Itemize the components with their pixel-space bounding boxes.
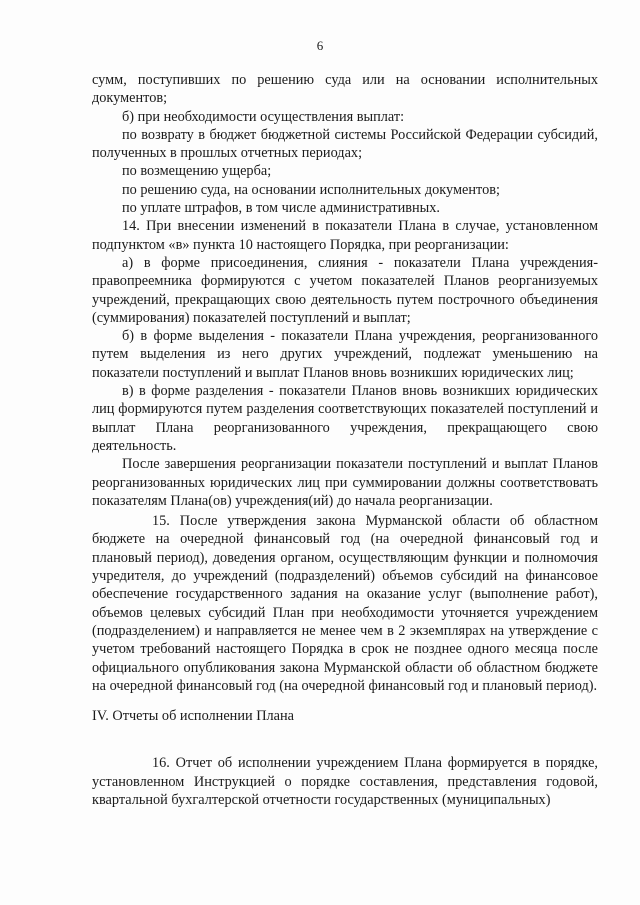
paragraph-14c-division: в) в форме разделения - показатели Планов вновь возникших юридических лиц формируются путем разделения соответствующих показателей поступлений и выплат Плана реорганизованного учреждения, прекращающего свою деятельность. xyxy=(92,383,598,454)
paragraph-sum-continuation: сумм, поступивших по решению суда или на основании исполнительных документов; xyxy=(92,72,598,107)
paragraph-15-budget-law: 15. После утверждения закона Мурманской области об областном бюджете на очередной финансовый год (на очередной финансовый год и плановый период), доведения органом, осуществляющим функции и полномочия учредителя, до учреждений (подразделений) объемов субсидий на финансовое обеспечение государственного задания на оказание услуг (выполнение работ), объемов целевых субсидий План при необходимости уточняется учреждением (подразделением) и направляется не менее чем в 2 экземплярах на утверждение с учетом требований настоящего Порядка в срок не позднее одного месяца после официального опубликования закона Мурманской области об областном бюджете на очередной финансовый год (на очередной финансовый год и плановый период). xyxy=(92,513,598,694)
section-heading: IV. Отчеты об исполнении Плана xyxy=(92,708,294,725)
paragraph-refund-subsidies: по возврату в бюджет бюджетной системы Российской Федерации субсидий, полученных в прошлых отчетных периодах; xyxy=(92,126,598,162)
paragraph-14b-separation: б) в форме выделения - показатели Плана учреждения, реорганизованного путем выделения из него других учреждений, подлежат уменьшению на показатели поступлений и выплат Планов вновь возникших юридических лиц; xyxy=(92,328,598,381)
document-body xyxy=(92,71,598,809)
paragraph-damage-compensation: по возмещению ущерба; xyxy=(122,163,272,180)
paragraph-14a-merger: а) в форме присоединения, слияния - показатели Плана учреждения-правопреемника формируются с учетом показателей Планов реорганизуемых учреждений, прекращающих свою деятельность путем построчного объединения (суммирования) показателей поступлений и выплат; xyxy=(92,254,598,326)
paragraph-after-reorganization: После завершения реорганизации показатели поступлений и выплат Планов реорганизованных юридических лиц при суммировании должны соответствовать показателям Плана(ов) учреждения(ий) до начала реорганизации. xyxy=(92,456,598,509)
page-number: 6 xyxy=(316,38,324,53)
paragraph-fines: по уплате штрафов, в том числе административных. xyxy=(122,200,440,217)
paragraph-14-reorganization: 14. При внесении изменений в показатели Плана в случае, установленном подпунктом «в» пункта 10 настоящего Порядка, при реорганизации: xyxy=(92,218,598,253)
paragraph-court-decision: по решению суда, на основании исполнительных документов; xyxy=(122,181,500,198)
paragraph-item-b-payments: б) при необходимости осуществления выплат: xyxy=(122,108,405,125)
paragraph-16-report: 16. Отчет об исполнении учреждением Плана формируется в порядке, установленном Инструкцией о порядке составления, представления годовой, квартальной бухгалтерской отчетности государственных (муниципальных) xyxy=(92,755,598,808)
